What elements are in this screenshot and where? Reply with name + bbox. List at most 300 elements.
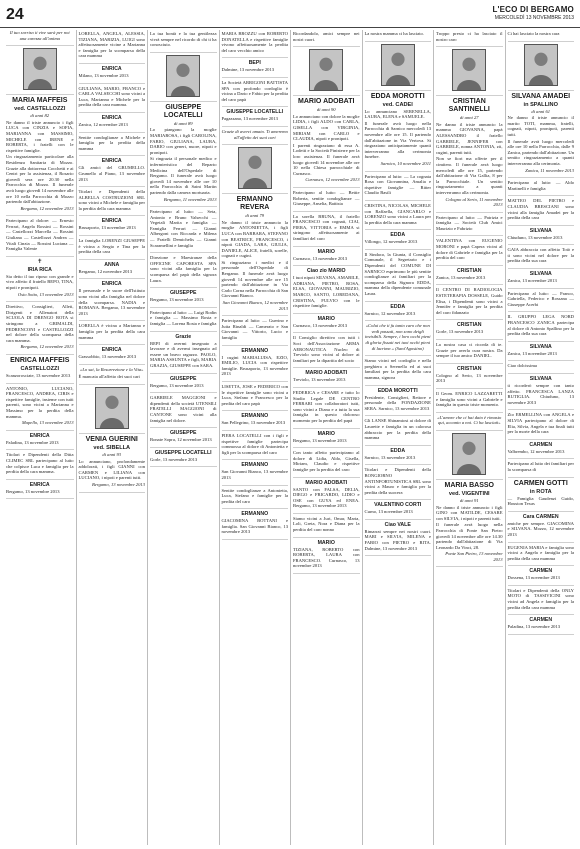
divider [365, 415, 432, 416]
obituary-notice [79, 436, 146, 488]
notice-name: ENRICA [29, 481, 50, 488]
divider [150, 101, 217, 102]
obituary-notice [6, 482, 74, 495]
portrait-photo [166, 55, 200, 97]
divider [222, 77, 289, 78]
obituary-notice [293, 370, 360, 383]
notice-name: ENRICA [101, 65, 122, 72]
divider [293, 428, 360, 429]
notice-body: Chiuduno, 13 novembre 2013 [507, 234, 563, 240]
divider [508, 360, 575, 361]
notice-body-extra: Il funerale avrà luogo nella Parrocchia di Ponte San Pietro giovedì 14 novembre alle ore 14.30 partendo dall'abitazione di Via Leonardo Da Vinci, 28. [436, 522, 503, 550]
divider [293, 95, 360, 96]
divider [6, 256, 74, 257]
divider [365, 229, 432, 230]
notice-body: Bergamo, 13 novembre 2013 [150, 382, 204, 388]
divider [79, 433, 146, 434]
notice-body: Sentite condoglianze a Michele e famiglia per la perdita della mamma [78, 134, 145, 151]
notice-body: Milano, 13 novembre 2013 [78, 72, 129, 78]
divider [79, 492, 146, 493]
column-5 [290, 30, 362, 845]
notice-body: Rimarrai sempre nei nostri cuori. MARI e SILVIA, MILENA e FABIO con PIETRO e RITA. Dalmine, 13 novembre 2013 [364, 528, 431, 551]
notice-body: La sorella BRUNA, il fratello FRANCESCO con cognati, CIAI, PIERA, VITTORIA e EMMA si stringono affettuosamente ai familiari del caro [293, 213, 360, 242]
obituary-notice [436, 98, 503, 208]
obituary-notice [436, 415, 503, 426]
notice-body: Con tanto affetto partecipiamo al dolore di Lidia, Aldo, Gisella, Miriam, Claudio e rispettive famiglie per la perdita del caro [293, 450, 360, 472]
notice-name: GIUSEPPE [169, 290, 197, 297]
divider [436, 319, 503, 320]
divider [365, 445, 432, 446]
notice-body: Partecipano al lutto: — Bettie Roberta, sentite condoglianze — Giuseppe, Anselia, Battista [293, 189, 360, 207]
notice-place-date: Bergamo, 13 novembre 2013 [92, 481, 145, 487]
divider [508, 177, 575, 178]
obituary-notice [79, 238, 146, 255]
divider [222, 430, 289, 431]
notice-body: Ne danno il triste annuncio i figli GINO con MATILDE, CESARE con SILVIA, i nipoti e parenti tutti. [436, 504, 503, 521]
notice-body: Ricordandolo, amici sempre nei nostri cuori. [293, 31, 360, 42]
notice-name: ENRICA [101, 281, 122, 288]
divider [6, 449, 74, 450]
obituary-notice [293, 335, 360, 363]
divider [436, 479, 503, 480]
notice-body: Zanica, 13 novembre 2013 [436, 274, 486, 280]
obituary-notice [79, 115, 146, 128]
notice-body: Il Geom. ENRICO LAZZARETTI e famiglia sono vicini a Gabriele e famiglia in questo triste momento. [436, 390, 503, 408]
notice-body: GAIA abbraccia con affetto Totò e ti sono vicini nel dolore per la perdita della sua cara [507, 247, 574, 264]
notice-name: EDDA MOROTTI [370, 92, 425, 100]
obituary-notice [436, 482, 503, 563]
portrait-photo [238, 147, 272, 189]
notice-body: MATTEO DEL PIETRO e CLAUDIA BRESCIANI sono vicini alla famiglia Amadei per la perdita della cara [507, 198, 574, 221]
portrait-photo [95, 387, 129, 429]
notice-name: MARIO ADOBATI [305, 479, 348, 486]
divider [150, 307, 217, 308]
obituary-notice [293, 316, 360, 329]
notice-body: Grassobbio, 13 novembre 2013 [78, 354, 137, 360]
obituary-columns [4, 30, 576, 845]
obituary-notice [222, 462, 289, 480]
divider [293, 477, 360, 478]
divider [6, 215, 74, 216]
divider [79, 155, 146, 156]
notice-body: Pagazzano, 13 novembre 2013 [221, 116, 278, 122]
notice-name: EDDA [390, 447, 406, 454]
obituary-notice [293, 480, 360, 509]
notice-name: ENRICA [29, 432, 50, 439]
notice-body: La nostra mamma ci ha lasciato. [364, 31, 424, 36]
obituary-notice [293, 31, 360, 42]
divider [150, 52, 217, 53]
obituary-notice [508, 314, 575, 336]
obituary-notice [436, 391, 503, 408]
divider [365, 171, 432, 172]
notice-body: I tuoi nipoti SILVANA, AMABILE, ADRIANA, PIETRO, ROSA, ELSA, GIOVANNI, MAURIZIO, MARCO, SANTO, LOREDANA, CRISTINA, FULVIO con le rispettive famiglie. [293, 275, 360, 309]
divider [508, 565, 575, 566]
divider [6, 301, 74, 302]
issue-date: MERCOLEDÌ 13 NOVEMBRE 2013 [494, 15, 574, 21]
notice-age: di anni 89 [173, 120, 193, 126]
notice-body: IL GRUPPO LEGA NORD FRANCESCO ZANICA partecipa al dolore di Antonio Spallino per la perdita della sua cara [507, 314, 574, 337]
notice-name: SILVANA [529, 227, 552, 234]
divider [508, 244, 575, 245]
notice-body: VALENTINA con EUGENIO MORONI e papà Capera vicini al dolore di Gabriele e famiglia per la perdita del caro [436, 238, 503, 261]
notice-body: EUGENIA MARIA e famiglia sono vicini a Angela e famiglia per la perdita della cara mamma [507, 544, 574, 561]
paper-header [492, 5, 574, 21]
divider [293, 246, 360, 247]
notice-body: Partecipano al lutto: — Luigi Rodin e famiglia — Massimo Rosta e famiglia — Lorena Rosta e famiglia [150, 309, 217, 326]
notice-name: SILVANA [529, 376, 552, 382]
notice-body: Sentite condoglianze a Antonietta, Luca, Stefano e famiglie per la perdita del caro [221, 487, 288, 504]
obituary-notice [150, 395, 217, 423]
divider [508, 41, 575, 42]
notice-body: Bergamo, 13 novembre 2013 [6, 488, 60, 494]
divider [293, 513, 360, 514]
notice-place-date: Bergamo, 12 novembre 2013 [20, 344, 74, 350]
notice-age: di anni 93 [102, 451, 122, 457]
divider [293, 332, 360, 333]
notice-body: Lo annunciano SERENELLA, LAURA, ELENA e SAMUELE. [364, 108, 431, 120]
obituary-notice [436, 287, 503, 315]
obituary-notice [365, 522, 432, 551]
notice-body-extra: Non se fiori ma offerte per il cimitero. Il funerale avrà luogo mercoledì alle ore 15, partendo dall'abitazione di Via Gallia, 8 per la Parrocchiale. Un sentito ringraziamento a quanti interverranno alla cerimonia. [436, 156, 503, 195]
memorial-quote: «L'amore che ci hai dato è rimasto qui, accanto a noi. Ci ha lasciati» [437, 414, 502, 426]
obituary-notice [508, 44, 575, 86]
obituary-notice [508, 376, 575, 405]
notice-name: IRIA RICA [27, 266, 52, 273]
divider [293, 573, 360, 574]
divider [365, 499, 432, 500]
notice-body: FEDERICA e CESARE e tutto lo Studio Legale DE CENTRO FERRARI con collaboratori tutti, sono vicini a Diana e a tutta la sua famiglia in questo doloroso momento per la perdita del papà [293, 389, 360, 423]
notice-body: Ne danno il triste annuncio la moglie ANTONIETTA, i figli LUCA con BARBARA, STEFANO con BEATRICE, FRANCESCO, i nipoti GIADA, LARA, GIULIA, DANIELE, ALICE, fratelli, sorelle, cognati e cugini. [221, 219, 288, 259]
notice-body: Bonate Sopra, 12 novembre 2013 [150, 437, 212, 443]
notice-place-date: Curnasco, 12 novembre 2013 [305, 177, 360, 183]
notice-name: VENIA GUERINI [85, 435, 138, 443]
notice-body: Cologno al Serio, 13 novembre 2013 [436, 372, 503, 384]
notice-body: Zanica, 12 novembre 2013 [78, 121, 128, 127]
obituary-notice [222, 109, 289, 122]
obituary-notice [6, 433, 74, 446]
divider [365, 320, 432, 321]
obituary-notice [508, 442, 575, 455]
notice-body: Bergamo, 12 novembre 2013 [78, 268, 132, 274]
notice-age: di anni 79 [245, 213, 265, 219]
notice-name: Ciao zio MARIO [306, 268, 346, 275]
obituary-notice [79, 387, 146, 429]
notice-body: Dalmine, 13 novembre 2013 [221, 67, 275, 73]
column-8 [505, 30, 577, 845]
column-3 [147, 30, 219, 845]
obituary-notice [436, 322, 503, 335]
notice-name: CRISTIAN SANTINELLI [448, 98, 490, 114]
divider [436, 235, 503, 236]
divider [365, 301, 432, 302]
obituary-notice [293, 190, 360, 207]
obituary-notice [150, 334, 217, 369]
page-number: 24 [6, 6, 24, 23]
notice-name: Cara CARMEN [522, 513, 559, 520]
divider [150, 392, 217, 393]
divider [222, 345, 289, 346]
notice-body: È mancata all'affetto dei suoi cari [78, 374, 140, 380]
notice-body: Sia detto il tuo riposo con grande e vivo affetto il fratello BEPO, TINA, nipoti e pronipoti. [6, 273, 74, 291]
notice-body: GABRIELE MAGGIONI e dipendenti della società UTENSILI FRATELLI MAGGIONI di CANTONE sono vicini alla famiglia nel dolore. [150, 395, 217, 423]
obituary-notice [365, 358, 432, 380]
obituary-notice [222, 60, 289, 73]
obituary-notice [79, 86, 146, 108]
divider [222, 508, 289, 509]
memorial-quote: «Colui che ti fu tanto caro che non vedi passati, non sono deigli invisibili. Sempre, i loro occhi pieni di gloria fissati nei tuoi occhi pieni di lacrime.» (Sant'Agostino) [364, 323, 431, 351]
obituary-notice [79, 367, 146, 380]
notice-body: Presidente, Consiglieri, Rettore e personale della FONDAZIONE SERA. Sarnico, 13 novembre 2013 [364, 394, 431, 411]
divider [150, 466, 217, 467]
divider [365, 519, 432, 520]
memorial-quote: «Lo sai, la Resurrezione e la Vita» [80, 366, 144, 372]
divider [508, 311, 575, 312]
notice-subtitle: in ROTA [529, 488, 552, 495]
notice-name: MARIO ADOBATI [305, 370, 348, 377]
obituary-notice [508, 461, 575, 472]
notice-body: Direzione e Maestranze della OFFICINE CAPORESTA SPA sono vicini alla famiglia per la scomparsa del papà della signora Laura. [150, 255, 217, 283]
notice-body: Partecipano al lutto dei familiari per la scomparsa di [507, 461, 574, 472]
obituary-notice [293, 98, 360, 183]
notice-name: ERMANNO [241, 462, 269, 469]
divider [6, 383, 74, 384]
notice-body: I cugini MARIALUISA, EZIO, EMILIO, LUCIA con rispettive famiglie. Brusaporto, 13 novembre 2013 [221, 354, 288, 377]
notice-place-date: Cologno al Serio, 11 novembre 2013 [445, 196, 503, 208]
obituary-notice [6, 304, 74, 350]
divider [508, 373, 575, 374]
divider [79, 259, 146, 260]
notice-name: CRISTIAN [457, 267, 482, 274]
obituary-notice [293, 516, 360, 533]
notice-body: Ne danno il triste annuncio i figli LUCA con CINZIA e SOFIA, MARIANNA con MASSIMO, MICHELE con IRENE e ROBERTA, i fratelli con le rispettive famiglie. [6, 119, 74, 153]
divider [150, 447, 217, 448]
notice-body: La famiglia LORENZI GIUSEPPE è vicina a Sergio e Tina per la perdita della cara [78, 238, 145, 255]
notice-body-extra: Il funerale avrà luogo nella Parrocchia di Sarnico mercoledì 13 novembre alle ore 15. Il partendo dall'abitazione in Via Vertova. Si ringraziano anticipatamente quanti interverranno alla cerimonia funebre. [364, 120, 431, 160]
notice-name: ENRICA [101, 347, 122, 354]
obituary-notice [222, 196, 289, 311]
divider [150, 287, 217, 288]
notice-name: MARIO ADOBATI [298, 98, 355, 106]
notice-subtitle: ved. SIBELLA [93, 444, 131, 451]
divider [436, 95, 503, 96]
divider [150, 252, 217, 253]
notice-body: Brusaporto, 13 novembre 2013 [78, 225, 136, 231]
divider [508, 439, 575, 440]
notice-name: ERMANNO [241, 413, 269, 420]
obituary-notice [79, 189, 146, 211]
notice-body: Lo piangono la moglie MARIAROSA, i figli CAROLINA, FABIO, GIULIANA, LAURA, DARIO con generi, nuore, nipoti e pronipoti. [150, 127, 217, 155]
divider [436, 284, 503, 285]
notice-body: LISETTA, JOSE e FEDERICO con le rispettive famiglie sono vicini a Luca, Stefano e Francesco per la perdita del caro papà [221, 383, 288, 406]
notice-body: CRISTINA, NICOLAS, MICHELE con Raffaella, GIANCARLO e LORENZO sono vicini a Laura per la perdita della cara mamma [364, 202, 431, 225]
divider [150, 206, 217, 207]
obituary-notice [79, 31, 146, 59]
notice-body: Sarnico, 12 novembre 2013 [364, 310, 416, 316]
obituary-notice [365, 31, 432, 37]
divider [436, 566, 503, 567]
obituary-notice [508, 228, 575, 241]
divider [79, 278, 146, 279]
divider [436, 412, 503, 413]
notice-name: MARIA BASSO [444, 481, 495, 489]
column-4 [219, 30, 291, 845]
obituary-notice [79, 66, 146, 79]
obituary-notice [508, 31, 575, 37]
notice-body: amiche per sempre. GIACOMINA e SILVANA. Mozzo, 12 novembre 2013 [507, 520, 574, 537]
portrait-photo [524, 44, 558, 86]
divider [436, 388, 503, 389]
divider [365, 555, 432, 556]
obituary-notice [508, 363, 575, 369]
notice-body: Partecipano al lutto: — Aldo Martinelli e famiglia [507, 180, 574, 191]
divider [508, 511, 575, 512]
divider [79, 186, 146, 187]
obituary-notice [222, 348, 289, 377]
notice-body: SANTO con FALSA, DELIA, DIEGO e FRICARDO, LIDIO e OSE con GUYA ed ENEA. Bergamo, 13 novembre 2013 [293, 486, 360, 509]
notice-body: Curno, 13 novembre 2013 [364, 509, 413, 515]
obituary-notice [293, 431, 360, 444]
notice-name: ENRICA [101, 218, 122, 225]
divider [293, 447, 360, 448]
notice-body: Titolari e Dipendenti della Ditta CLIMEC SRL partecipano al lutto che colpisce Luca e famiglia per la perdita della cara mamma. [6, 452, 74, 475]
notice-body-extra: Il funerale avrà luogo mercoledì alle ore 10 nella Parrocchia, dalle 9 Zanica, partendo dall'abitazione. Un sentito ringraziamento a quanti interverranno alla cerimonia. [507, 138, 575, 166]
notice-body: La Società ARRIGONI BATTISTA SPA con profondo cordoglio è vicina a Dario e Fabio per la perdita del caro papà [221, 79, 288, 102]
obituary-notice [508, 247, 575, 264]
notice-body: Valbrembo, 12 novembre 2013 [507, 448, 565, 454]
notice-place-date: Mapello, 13 novembre 2013 [21, 420, 74, 426]
obituary-notice [436, 31, 503, 42]
notice-body: Scanzorosciate, 13 novembre 2013 [6, 372, 71, 378]
divider [365, 249, 432, 250]
divider [79, 344, 146, 345]
notice-name: Ciao VALE [384, 521, 411, 528]
obituary-notice [508, 93, 575, 174]
notice-body: Il Consiglio direttivo con tutti i Soci dell'Associazione ARMA AERONAUTICA Nucleo di Treviolo sono vicini al dolore ai familiari per la dipartita del socio [293, 335, 360, 363]
obituary-notice [293, 450, 360, 472]
obituary-notice [222, 413, 289, 426]
obituary-notice [79, 281, 146, 316]
notice-body: Lo annunciano, profondamente addolorati, i figli GIANNI con CARMEN e LILIANA con LUCIANO, i nipoti e parenti tutti. [78, 458, 145, 481]
divider [508, 195, 575, 196]
notice-body: Titolari e Dipendenti della BONGIORNO ANTINFORTUNISTICA SRL sono vicini a Mauro e famiglia per la perdita della suocera [364, 467, 431, 495]
divider [508, 542, 575, 543]
notice-body: Bergamo, 13 novembre 2013 [150, 297, 204, 303]
obituary-notice [222, 433, 289, 455]
divider [150, 427, 217, 428]
divider [79, 132, 146, 133]
notice-body: ti ricorderò sempre con tanto affetto. FRANCESCA LANZA RUTIGLIA. Chiuduno, 13 novembre 2013 [507, 383, 574, 405]
notice-body: PIERA LOCATELLI con i figli e rispettive famiglie partecipa commossa al dolore di Antonietta e figli per la scomparsa del caro [221, 432, 288, 455]
obituary-notice [79, 218, 146, 231]
divider [293, 537, 360, 538]
notice-age: di anni 91 [459, 497, 479, 503]
column-7 [433, 30, 505, 845]
divider [150, 331, 217, 332]
notice-name: CRISTIAN [457, 365, 482, 372]
notice-body-extra: Si ringrazia il personale medico e infermieristico del Reparto Medicina dell'Ospedale di Bergamo. Il funerale avrà luogo giovedì 14 novembre alle ore 10 nella Parrocchia di Saint Martin partendo dalla camera mortuaria. [150, 156, 217, 195]
obituary-notice [436, 238, 503, 260]
memorial-quote: Il tuo sorriso ti vive sarà per noi una carezza all'anima [9, 30, 70, 41]
obituary-notice [150, 450, 217, 463]
divider [222, 126, 289, 127]
column-2 [76, 30, 148, 845]
notice-name: Grazie [175, 333, 192, 340]
notice-body: LORELLA è vicina a Marianna e famiglia per la perdita della cara mamma [78, 323, 145, 340]
obituary-notice [222, 384, 289, 406]
notice-name: ENRICA MAFFEIS [10, 356, 70, 364]
divider [222, 459, 289, 460]
notice-body: Partecipano al lutto: — La cognata Rosa con Giovannina, Amalia e rispettive famiglie — Ritter Claudio Basili [364, 173, 431, 196]
divider [436, 363, 503, 364]
divider [6, 45, 74, 46]
notice-name: EDDA [390, 232, 406, 239]
notice-body-extra: Si ringraziano i medici e il personale dell'Ospedale di Bergamo. Il funerale avrà luogo giovedì 14 novembre alle ore 15 partendo dall'abitazione in Via Carlo Corna nella Parrocchia di San Giovanni Bianco. [221, 259, 288, 299]
divider [222, 410, 289, 411]
notice-body: San Pellegrino, 13 novembre 2013 [221, 420, 286, 426]
notice-name: CARMEN [529, 617, 553, 624]
divider [222, 539, 289, 540]
obituary-notice [6, 48, 74, 90]
divider [508, 458, 575, 459]
obituary-notice [365, 93, 432, 167]
obituary-notice [293, 540, 360, 569]
notice-name: ERMANNO [241, 511, 269, 518]
divider [293, 46, 360, 47]
portrait-photo [452, 433, 486, 475]
obituary-notice [293, 268, 360, 309]
notice-body: Ciao dolcissima [507, 363, 537, 369]
notice-body: Gli amici del GRUMELLO. Grumello al Piano, 13 novembre 2013 [78, 165, 145, 182]
divider [79, 83, 146, 84]
obituary-notice [6, 30, 74, 41]
obituary-notice [222, 147, 289, 189]
obituary-notice [436, 49, 503, 91]
notice-name: ERMANNO [241, 347, 269, 354]
notice-name: BEPI [248, 60, 261, 67]
notice-body: GIULIANA, MARIO, FRANCO e CARLA VALSECCHI sono vicini a Luca, Marianna e Michele per la perdita della cara mamma. [78, 85, 145, 108]
notice-name: ENRICA [101, 158, 122, 165]
notice-subtitle: ved. CASTELLOZZI [14, 106, 66, 113]
obituary-notice [508, 198, 575, 220]
divider [6, 430, 74, 431]
notice-body: Curnasco, 13 novembre 2013 [293, 322, 348, 328]
obituary-notice [365, 44, 432, 86]
notice-body: Sarnico, 13 novembre 2013 [364, 454, 416, 460]
divider [436, 430, 503, 431]
obituary-notice [508, 514, 575, 538]
notice-body-extra: I parenti ringraziano di essa A. Lodetti e la Società Finisterre per la loro assistenza. Il funerale avrà luogo giovedì 14 novembre alle ore 10 nella Chiesa parrocchiale di Curnasco. [293, 142, 360, 176]
notice-subtitle: in SPALLINO [523, 101, 558, 108]
divider [365, 385, 432, 386]
notice-name: ANNA [104, 261, 120, 268]
notice-body: Siamo vicini a Juri, Omar, Marta, Loli, Greta, Nora e Diana per la perdita del caro nonno [293, 515, 360, 533]
divider [508, 288, 575, 289]
divider [436, 339, 503, 340]
divider [6, 498, 74, 499]
obituary-notice [365, 448, 432, 461]
notice-name: ENRICA [101, 114, 122, 121]
notice-body: Ci hai lasciato la nostra cara [507, 31, 560, 36]
notice-body: Il personale e le suore dell'Istituto sono vicini alla famiglia nel dolore della scomparsa. NADIA e ROMANA. Bergamo, 13 novembre 2013 [78, 288, 145, 316]
obituary-notice [508, 291, 575, 308]
notice-name: SILVANA [529, 343, 552, 350]
obituary-notice [79, 135, 146, 152]
notice-place-date: Osio Sotto, 13 novembre 2013 [17, 291, 74, 297]
notice-body-extra: Un ringraziamento particolare alla Residenza Sanitaria di Mozzo. Grazie alla dottoressa Cocchetti e ai Centri per la assistenza, il Rosario giovedì sera ore 20.30 nella Parrocchia di Mozzo. Il funerale avrà luogo giovedì 14 novembre alle ore 10 nella Parrocchia di Mozzo partendo dall'abitazione. [6, 154, 74, 205]
divider [436, 265, 503, 266]
divider [222, 144, 289, 145]
